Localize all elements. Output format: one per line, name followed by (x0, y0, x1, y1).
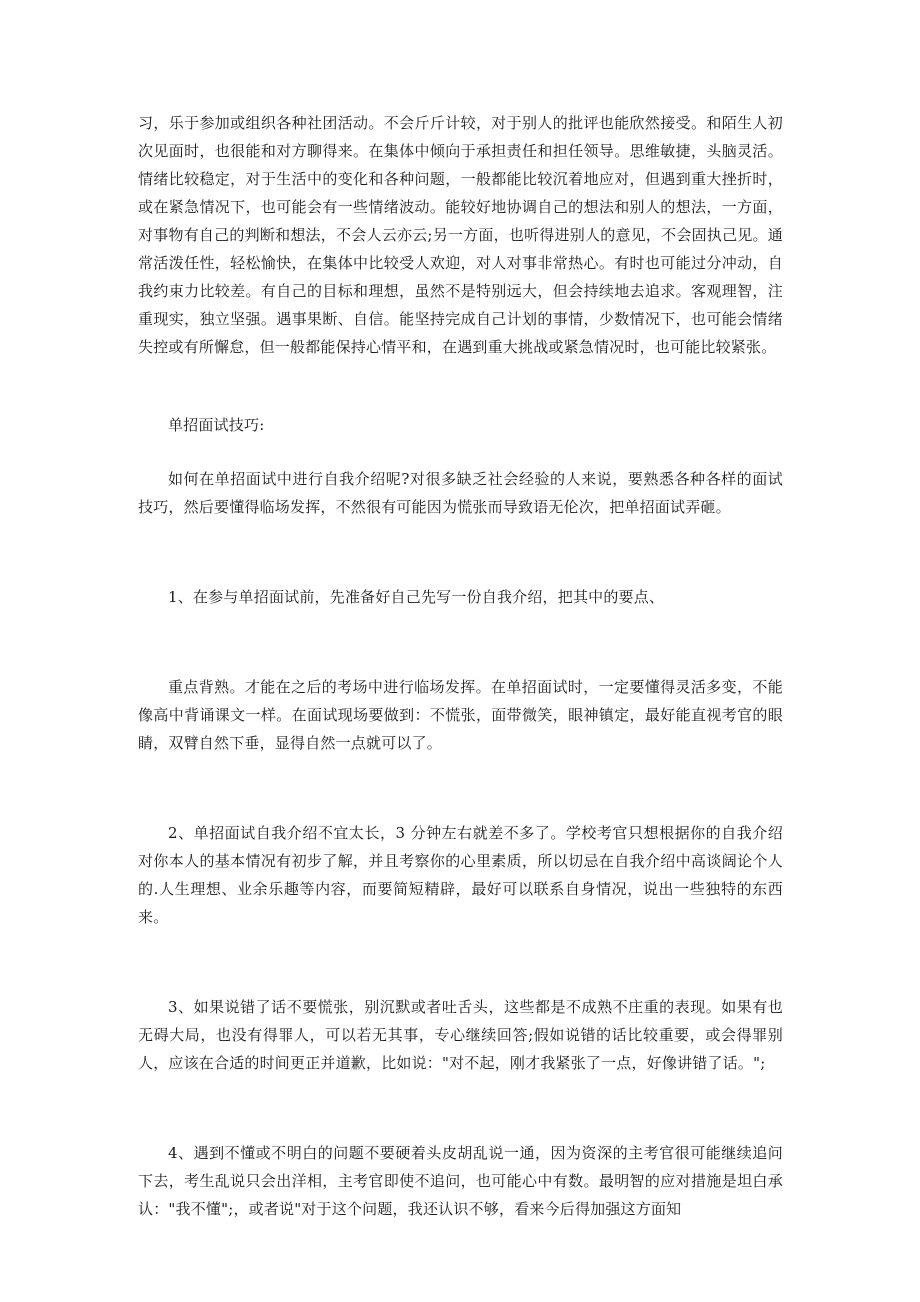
paragraph-personality: 习，乐于参加或组织各种社团活动。不会斤斤计较，对于别人的批评也能欣然接受。和陌生人初次见面时，也很能和对方聊得来。在集体中倾向于承担责任和担任领导。思维敏捷，头脑灵活。情绪比较稳定，对于生活中的变化和各种问题，一般都能比较沉着地应对，但遇到重大挫折时，或在紧急情况下，也可能会有一些情绪波动。能较好地协调自己的想法和别人的想法，一方面，对事物有自己的判断和想法，不会人云亦云;另一方面，也听得进别人的意见，不会固执己见。通常活泼任性，轻松愉快，在集体中比较受人欢迎，对人对事非常热心。有时也可能过分冲动，自我约束力比较差。有自己的目标和理想，虽然不是特别远大，但会持续地去追求。客观理智，注重现实，独立坚强。遇事果断、自信。能坚持完成自己计划的事情，少数情况下，也可能会情绪失控或有所懈怠，但一般都能保持心情平和，在遇到重大挑战或紧急情况时，也可能比较紧张。 (138, 114, 783, 356)
paragraph-tip-2: 2、单招面试自我介绍不宜太长，3 分钟左右就差不多了。学校考官只想根据你的自我介绍对你本人的基本情况有初步了解，并且考察你的心里素质，所以切忌在自我介绍中高谈阔论个人的.人生理想、业余乐趣等内容，而要简短精辟，最好可以联系自身情况，说出一些独特的东西来。 (138, 824, 783, 926)
paragraph-tip-1-continued: 重点背熟。才能在之后的考场中进行临场发挥。在单招面试时，一定要懂得灵活多变，不能像高中背诵课文一样。在面试现场要做到：不慌张，面带微笑，眼神镇定，最好能直视考官的眼睛，双臂自然下垂，显得自然一点就可以了。 (138, 678, 783, 752)
paragraph-tip-4: 4、遇到不懂或不明白的问题不要硬着头皮胡乱说一通，因为资深的主考官很可能继续追问下去，考生乱说只会出洋相，主考官即使不追问，也可能心中有数。最明智的应对措施是坦白承认："我不懂";，或者说"对于这个问题，我还认识不够，看来今后得加强这方面知 (138, 1144, 783, 1218)
paragraph-tip-3: 3、如果说错了话不要慌张，别沉默或者吐舌头，这些都是不成熟不庄重的表现。如果有也无碍大局，也没有得罪人，可以若无其事，专心继续回答;假如说错的话比较重要，或会得罪别人，应该在合适的时间更正并道歉，比如说："对不起，刚才我紧张了一点，好像讲错了话。"; (138, 998, 783, 1072)
section-heading: 单招面试技巧: (168, 416, 265, 434)
paragraph-tip-1: 1、在参与单招面试前，先准备好自己先写一份自我介绍，把其中的要点、 (168, 588, 665, 606)
paragraph-intro: 如何在单招面试中进行自我介绍呢?对很多缺乏社会经验的人来说，要熟悉各种各样的面试技巧，然后要懂得临场发挥，不然很有可能因为慌张而导致语无伦次，把单招面试弄砸。 (138, 470, 783, 516)
document-page (138, 109, 783, 1223)
